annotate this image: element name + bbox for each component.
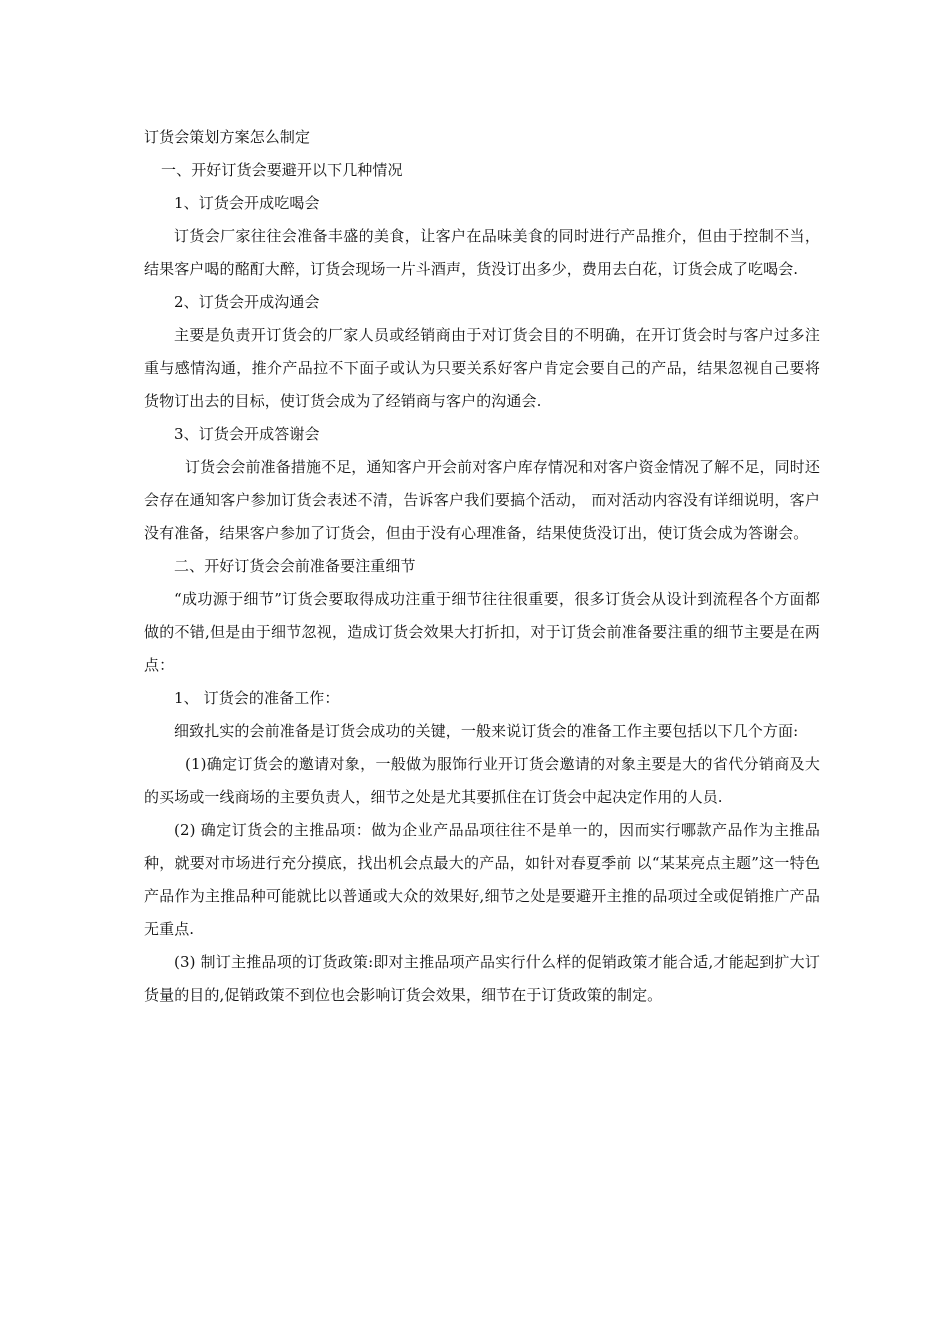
paragraph: 主要是负责开订货会的厂家人员或经销商由于对订货会目的不明确，在开订货会时与客户过多注重与感情沟通，推介产品拉不下面子或认为只要关系好客户肯定会要自己的产品，结果忽视自己要将货物订出去的目标，使订货会成为了经销商与客户的沟通会.: [144, 326, 820, 410]
subheading-1-2: 2、订货会开成沟通会: [174, 293, 320, 311]
subheading-1-1: 1、订货会开成吃喝会: [174, 194, 320, 212]
paragraph: “成功源于细节”订货会要取得成功注重于细节往往很重要，很多订货会从设计到流程各个方面都做的不错,但是由于细节忽视，造成订货会效果大打折扣，对于订货会前准备要注重的细节主要是在两点：: [144, 590, 820, 674]
subheading-2-1: 1、 订货会的准备工作：: [174, 689, 340, 707]
section-heading-1: 一、开好订货会要避开以下几种情况: [161, 161, 403, 179]
section-heading-2: 二、开好订货会会前准备要注重细节: [174, 557, 416, 575]
subheading-1-3: 3、订货会开成答谢会: [174, 425, 320, 443]
list-item: (2) 确定订货会的主推品项：做为企业产品品项往往不是单一的，因而实行哪款产品作为主推品种，就要对市场进行充分摸底，找出机会点最大的产品，如针对春夏季前 以“某某亮点主题”这一特色产品作为主推品种可能就比以普通或大众的效果好,细节之处是要避开主推的品项过全或促销推广产品无重点.: [144, 821, 820, 938]
paragraph: 订货会会前准备措施不足，通知客户开会前对客户库存情况和对客户资金情况了解不足，同时还会存在通知客户参加订货会表述不清，告诉客户我们要搞个活动， 而对活动内容没有详细说明，客户没有准备，结果客户参加了订货会，但由于没有心理准备，结果使货没订出，使订货会成为答谢会。: [144, 458, 820, 542]
paragraph: 订货会厂家往往会准备丰盛的美食，让客户在品味美食的同时进行产品推介，但由于控制不当，结果客户喝的酩酊大醉，订货会现场一片斗酒声，货没订出多少，费用去白花，订货会成了吃喝会.: [144, 227, 820, 278]
list-item: (1)确定订货会的邀请对象，一般做为服饰行业开订货会邀请的对象主要是大的省代分销商及大的买场或一线商场的主要负责人，细节之处是尤其要抓住在订货会中起决定作用的人员.: [144, 755, 820, 806]
document-title: 订货会策划方案怎么制定: [144, 128, 311, 146]
document-body: [144, 121, 820, 1012]
paragraph: 细致扎实的会前准备是订货会成功的关键，一般来说订货会的准备工作主要包括以下几个方面:: [174, 722, 799, 740]
list-item: (3) 制订主推品项的订货政策:即对主推品项产品实行什么样的促销政策才能合适,才能起到扩大订货量的目的,促销政策不到位也会影响订货会效果，细节在于订货政策的制定。: [144, 953, 820, 1004]
